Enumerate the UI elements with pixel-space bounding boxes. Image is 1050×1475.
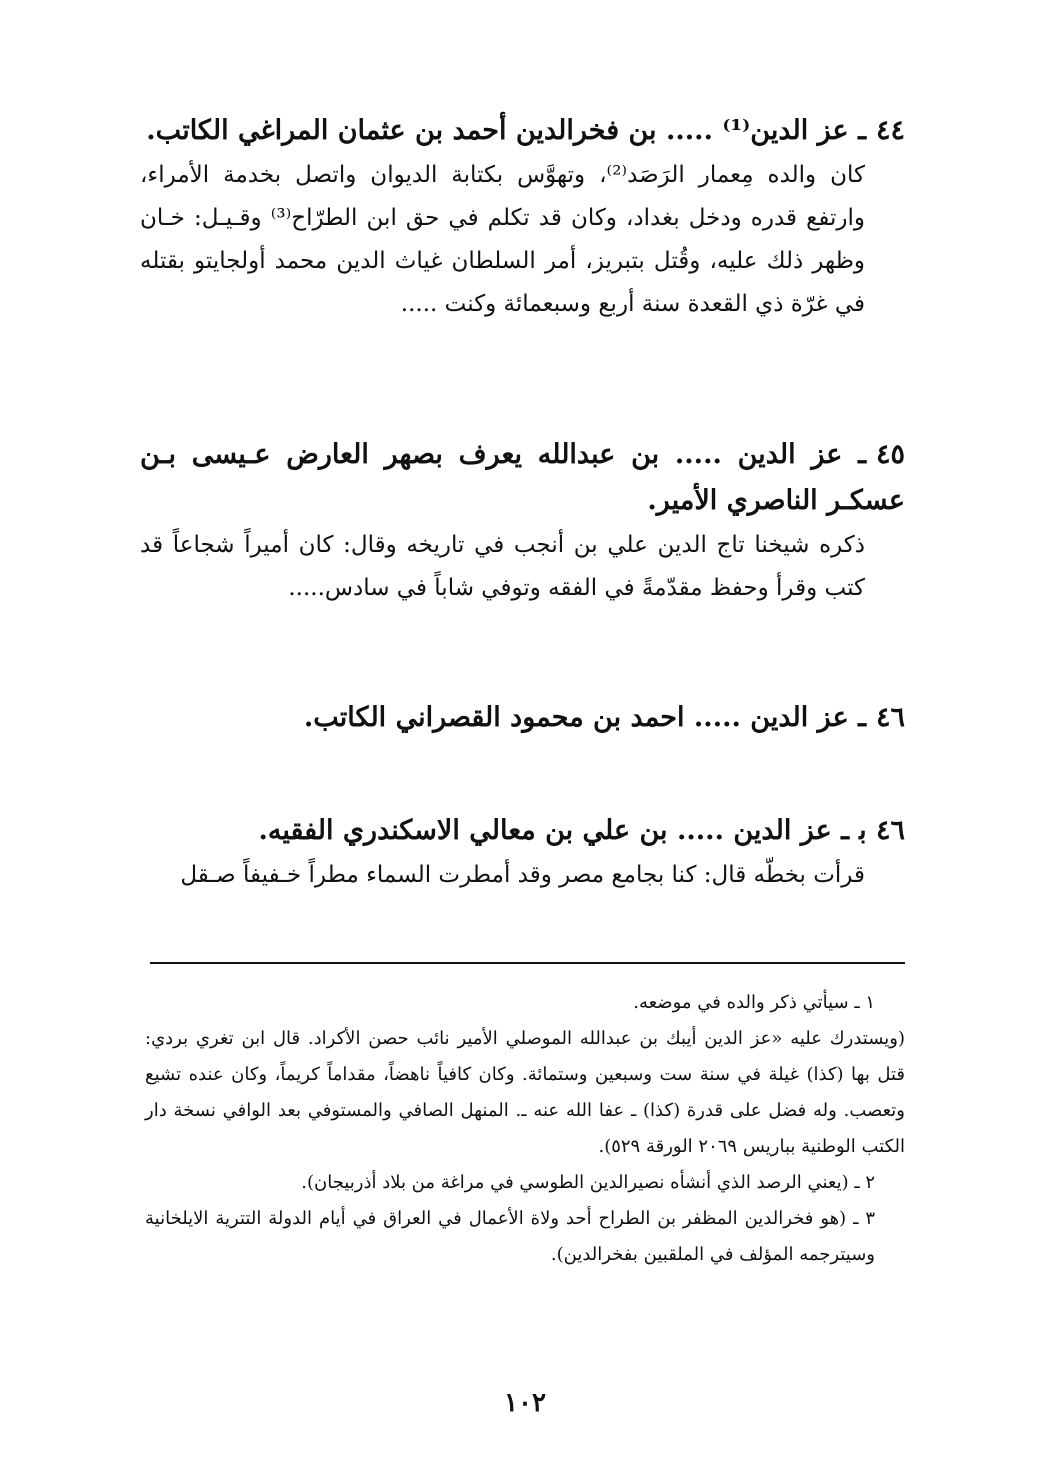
- entry-44: [140, 108, 905, 326]
- page-number: ١٠٢: [504, 1388, 546, 1418]
- entry-title: ـ عز الدين⁽¹⁾ ..... بن فخرالدين أحمد بن عثمان المراغي الكاتب.: [146, 115, 866, 146]
- entry-number: ٤٦ ب: [859, 815, 905, 846]
- entry-heading: [140, 108, 905, 154]
- footnote-separator: [150, 962, 905, 964]
- footnote-2: ٢ ـ (يعني الرصد الذي أنشأه نصيرالدين الطوسي في مراغة من بلاد أذربيجان).: [301, 1172, 875, 1193]
- entry-title: ـ عز الدين ..... بن عبدالله يعرف بصهر العارض عـيسى بـن عسكـر الناصري الأمير.: [140, 439, 905, 516]
- entry-number: ٤٥: [875, 439, 905, 470]
- footnote-1-addendum: (ويستدرك عليه «عز الدين أيبك بن عبدالله الموصلي الأمير نائب حصن الأكراد. قال ابن تغري بردي: قتل بها (كذا) غيلة في سنة ست وسبعين وستمائة. وكان كافياً ناهضاً، مقداماً كريماً، وكان عنده تشيع وتعصب. وله فضل على قدرة (كذا) ـ عفا الله عنه ـ. المنهل الصافي والمستوفي بعد الوافي نسخة دار الكتب الوطنية بباريس ٢٠٦٩ الورقة ٥٢٩).: [145, 1028, 905, 1157]
- entry-title: ـ عز الدين ..... بن علي بن معالي الاسكندري الفقيه.: [258, 815, 850, 846]
- footnote-1: ١ ـ سيأتي ذكر والده في موضعه.: [633, 992, 875, 1013]
- entry-46b: [140, 808, 905, 897]
- entry-body: ذكره شيخنا تاج الدين علي بن أنجب في تاريخه وقال: كان أميراً شجاعاً قد كتب وقرأ وحفظ مقدّمةً في الفقه وتوفي شاباً في سادس.....: [140, 532, 865, 601]
- entry-body: قرأت بخطّه قال: كنا بجامع مصر وقد أمطرت السماء مطراً خـفيفاً صـقل: [180, 862, 865, 888]
- entry-45: [140, 432, 905, 610]
- entry-46: [140, 695, 905, 741]
- entry-number: ٤٦: [875, 702, 905, 733]
- footnote-3: ٣ ـ (هو فخرالدين المظفر بن الطراح أحد ولاة الأعمال في العراق في أيام الدولة التترية الايلخانية وسيترجمه المؤلف في الملقبين بفخرالدين).: [145, 1208, 875, 1265]
- footnotes: [145, 985, 905, 1273]
- entry-heading: [140, 808, 905, 854]
- entry-body: كان والده مِعمار الرَصَد⁽²⁾، وتهوَّس بكتابة الديوان واتصل بخدمة الأمراء، وارتفع قدره ودخل بغداد، وكان قد تكلم في حق ابن الطرّاح⁽³⁾ وقـيـل: خـان وظهر ذلك عليه، وقُتل بتبريز، أمر السلطان غياث الدين محمد أولجايتو بقتله في غرّة ذي القعدة سنة أربع وسبعمائة وكنت .....: [140, 162, 865, 317]
- entry-heading: [140, 695, 905, 741]
- entry-heading: [140, 432, 905, 524]
- entry-number: ٤٤: [875, 115, 905, 146]
- entry-title: ـ عز الدين ..... احمد بن محمود القصراني الكاتب.: [303, 702, 866, 733]
